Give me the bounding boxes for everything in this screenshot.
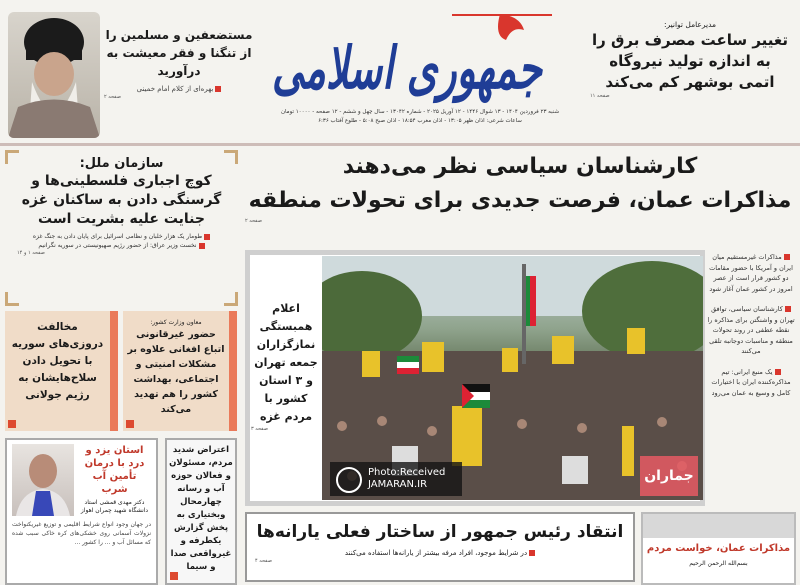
sidebar-item-text: یک منبع ایرانی: تیم مذاکره‌کننده ایران با اختیارات کامل و وسیع به عمان می‌رود <box>711 367 791 397</box>
page-ref: صفحه ۲ <box>245 218 262 224</box>
page-ref: صفحه ۱۱ <box>590 93 610 99</box>
bullet-item: طومار یک هزار خلبان و نظامی اسرائیل برای پایان دادن به جنگ غزه <box>32 233 203 240</box>
headline: انتقاد رئیس جمهور از ساختار فعلی یارانه‌ها <box>256 522 624 542</box>
bullet-item: نخست وزیر عراق: از حضور رژیم صهیونیستی در سوریه نگرانیم <box>38 242 197 249</box>
bullet-icon <box>529 550 535 556</box>
top-right-story[interactable] <box>590 20 790 100</box>
druze-story[interactable] <box>5 311 118 431</box>
caption-text: اعلام همبستگی نمازگزاران جمعه تهران و ۳ استان کشور با مردم غزه <box>254 302 318 423</box>
khomeini-portrait <box>8 12 100 138</box>
headline: مذاکرات عمان، خواست مردم <box>646 543 791 554</box>
divider <box>0 143 800 146</box>
headline: استان یزد و درد با درمان تأمین آب شرب <box>84 445 145 495</box>
headline-line-1: کارشناسان سیاسی نظر می‌دهند <box>342 154 698 179</box>
headline: اعتراض شدید مردم، مسئولان و فعالان حوزه آب و رسانه چهارمحال وبختیاری به پخش گزارش یکطرفه و غیرواقعی صدا و سیما <box>169 445 233 572</box>
quote-source-text: بهره‌ای از کلام امام خمینی <box>136 85 214 93</box>
subsidy-story[interactable] <box>245 512 635 582</box>
sidebar-item <box>706 304 796 357</box>
page-badge <box>170 572 178 580</box>
sidebar-item-text: کارشناسان سیاسی، توافق تهران و واشنگتن برای مذاکره را نقطه عطفی در روند تحولات منطقه و مناسبات دوجانبه تلقی می‌کنند <box>707 305 795 355</box>
bullet-icon <box>775 369 781 375</box>
kicker: مدیرعامل توانیر: <box>663 20 717 29</box>
article-body: در جهان وجود انواع شرایط اقلیمی و توزیع غیریکنواخت نزولات آسمانی روی خشکی‌های کره خاکی سبب شده که مسائل آب و ... را کشور ... <box>12 521 151 546</box>
oman-talks-sidebar[interactable] <box>706 252 796 408</box>
page-ref: صفحه ۲ <box>104 94 121 100</box>
jamaran-logo-icon <box>336 467 362 493</box>
prayer-times: ساعات شرعی: اذان ظهر ۱۳:۰۵ - اذان مغرب ۱۸:۵۴ - اذان صبح ۵:۰۸ - طلوع آفتاب ۶:۳۶ <box>318 118 522 124</box>
byline: دکتر مهدی قمشی استاد دانشگاه شهید چمران اهواز <box>80 499 149 514</box>
bullet-icon <box>204 234 210 240</box>
page-ref: صفحه ۳ <box>251 426 268 432</box>
editorial-banner <box>643 514 794 538</box>
photo-caption <box>251 300 321 433</box>
afghan-story[interactable] <box>123 311 237 431</box>
quote-block <box>104 26 254 101</box>
quote-source <box>104 84 254 94</box>
credit-source: JAMARAN.IR <box>368 479 428 490</box>
editorial-box[interactable] <box>641 512 796 585</box>
bullet-icon <box>199 243 205 249</box>
protest-story[interactable] <box>165 438 237 585</box>
headline: حضور غیرقانونی اتباع افغانی علاوه بر مشکلات امنیتی و اجتماعی، بهداشت کشور را هم تهدید می‌کند <box>127 329 225 415</box>
un-story[interactable] <box>5 150 238 306</box>
credit-line: Photo:Received <box>368 467 446 478</box>
headline: مخالفت دروزی‌های سوریه با تحویل دادن سلاح‌هایشان به رژیم جولانی <box>11 321 104 401</box>
subheadline: در شرایط موجود، افراد مرفه بیشتر از یارانه‌ها استفاده می‌کنند <box>344 549 528 557</box>
basmala: بسم‌الله الرحمن الرحیم <box>689 560 748 567</box>
logo-text: ری اسلامی <box>272 34 545 102</box>
date-line: شنبه ۲۳ فروردین ۱۴۰۴ - ۱۳ شوال ۱۴۴۶ - ۱۲ آوریل ۲۰۲۵ - شماره ۱۳۰۴۲ - سال چهل و ششم - ۱۲ صفحه - ۱۰۰۰۰ تومان <box>280 109 560 115</box>
kicker: معاون وزارت کشور: <box>150 319 202 326</box>
sidebar-item <box>706 367 796 399</box>
khomeini-quote: مستضعفین و مسلمین را از تنگنا و فقر معیشت به درآورید <box>105 28 253 78</box>
newspaper-logo <box>262 6 552 106</box>
bullet-icon <box>785 306 791 312</box>
page-ref: صفحه ۴ <box>255 558 272 564</box>
author-photo <box>12 444 74 516</box>
sidebar-item <box>706 252 796 294</box>
headline: تغییر ساعت مصرف برق را به اندازه تولید نیروگاه اتمی بوشهر کم می‌کند <box>591 31 789 91</box>
bullet-icon <box>215 86 221 92</box>
dateline <box>270 108 570 126</box>
page-badge <box>126 420 134 428</box>
headline: کوچ اجباری فلسطینی‌ها و گرسنگی دادن به ساکنان غزه جنایت علیه بشریت است <box>21 173 222 227</box>
bullet-icon <box>784 254 790 260</box>
page-ref: صفحه ۱ و ۱۴ <box>17 250 45 256</box>
page-badge <box>8 420 16 428</box>
photo-credit-watermark <box>330 462 462 496</box>
main-headline[interactable] <box>245 150 795 225</box>
headline-line-2: مذاکرات عمان، فرصت جدیدی برای تحولات منطقه <box>248 188 792 213</box>
kicker: سازمان ملل: <box>79 156 164 171</box>
sidebar-item-text: مذاکرات غیرمستقیم میان ایران و آمریکا با حضور مقامات دو کشور قرار است از عصر امروز در کشور عمان آغاز شود <box>709 253 793 293</box>
jamaran-corner-logo: جماران <box>640 456 698 496</box>
yazd-water-column[interactable] <box>5 438 158 585</box>
